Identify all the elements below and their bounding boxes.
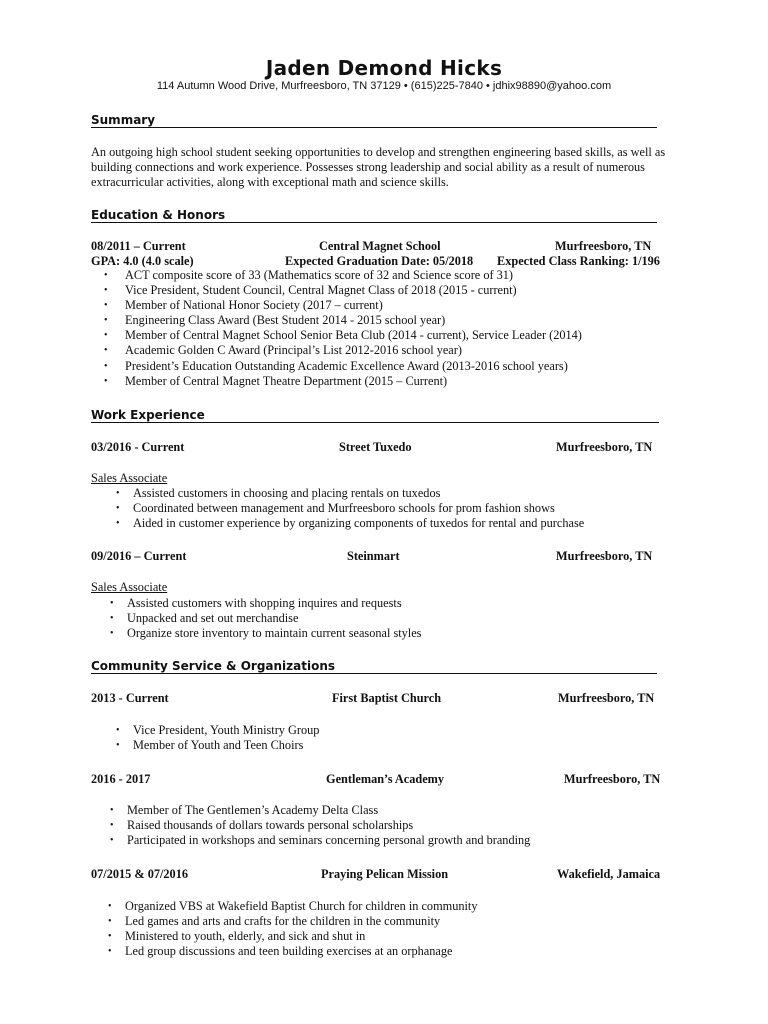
education-details-row xyxy=(91,254,681,269)
community-org: First Baptist Church xyxy=(332,691,442,705)
job-location: Murfreesboro, TN xyxy=(556,549,653,563)
list-item: • Academic Golden C Award (Principal’s List 2012-2016 school year) xyxy=(95,343,582,358)
list-item: • Member of National Honor Society (2017 – current) xyxy=(95,298,582,313)
list-item: • Member of Central Magnet School Senior Beta Club (2014 - current), Service Leader (2014) xyxy=(95,328,582,343)
job-row xyxy=(91,440,666,455)
community-bullets xyxy=(99,803,530,848)
community-dates: 07/2015 & 07/2016 xyxy=(91,867,189,881)
job-dates: 03/2016 - Current xyxy=(91,440,185,454)
community-location: Murfreesboro, TN xyxy=(564,772,661,786)
education-graduation: Expected Graduation Date: 05/2018 xyxy=(285,254,474,268)
community-org: Gentleman’s Academy xyxy=(326,772,445,786)
education-row xyxy=(91,239,666,254)
community-row xyxy=(91,691,666,706)
community-location: Wakefield, Jamaica xyxy=(557,867,661,881)
list-item: • Coordinated between management and Murfreesboro schools for prom fashion shows xyxy=(105,501,584,516)
resume-name: Jaden Demond Hicks xyxy=(265,56,503,80)
list-item: • Vice President, Youth Ministry Group xyxy=(105,723,319,738)
education-ranking: Expected Class Ranking: 1/196 xyxy=(497,254,660,268)
community-row xyxy=(91,867,681,882)
job-row xyxy=(91,549,666,564)
community-org: Praying Pelican Mission xyxy=(321,867,449,881)
list-item: • President’s Education Outstanding Academic Excellence Award (2013-2016 school years) xyxy=(95,359,582,374)
list-item: • Participated in workshops and seminars concerning personal growth and branding xyxy=(99,833,530,848)
job-employer: Steinmart xyxy=(347,549,400,563)
list-item: • Organized VBS at Wakefield Baptist Church for children in community xyxy=(97,899,477,914)
education-location: Murfreesboro, TN xyxy=(555,239,652,253)
list-item: • Assisted customers in choosing and placing rentals on tuxedos xyxy=(105,486,584,501)
list-item: • ACT composite score of 33 (Mathematics score of 32 and Science score of 31) xyxy=(95,268,582,283)
education-dates: 08/2011 – Current xyxy=(91,239,186,253)
section-heading-community xyxy=(91,659,657,674)
summary-line: An outgoing high school student seeking opportunities to develop and strengthen engineering based skills, as well as xyxy=(91,145,666,159)
section-heading-label: Community Service & Organizations xyxy=(91,659,336,673)
community-row xyxy=(91,772,666,787)
list-item: • Engineering Class Award (Best Student 2014 - 2015 school year) xyxy=(95,313,582,328)
job-bullets xyxy=(99,596,421,641)
section-heading-summary xyxy=(91,113,657,128)
list-item: • Ministered to youth, elderly, and sick and shut in xyxy=(97,929,477,944)
list-item: • Raised thousands of dollars towards personal scholarships xyxy=(99,818,530,833)
education-gpa: GPA: 4.0 (4.0 scale) xyxy=(91,254,194,268)
job-dates: 09/2016 – Current xyxy=(91,549,187,563)
education-bullets xyxy=(95,268,582,389)
section-heading-label: Work Experience xyxy=(91,408,205,422)
list-item: • Member of The Gentlemen’s Academy Delta Class xyxy=(99,803,530,818)
list-item: • Led group discussions and teen building exercises at an orphanage xyxy=(97,944,477,959)
list-item: • Led games and arts and crafts for the children in the community xyxy=(97,914,477,929)
community-location: Murfreesboro, TN xyxy=(558,691,655,705)
summary-line: extracurricular activities, along with exceptional math and science skills. xyxy=(91,175,449,189)
community-dates: 2016 - 2017 xyxy=(91,772,151,786)
community-dates: 2013 - Current xyxy=(91,691,169,705)
community-bullets xyxy=(105,723,319,753)
summary-line: building connections and work experience. Possesses strong leadership and social ability as a result of numerous xyxy=(91,160,645,174)
job-role: Sales Associate xyxy=(91,580,168,594)
section-heading-label: Summary xyxy=(91,113,156,127)
section-heading-education xyxy=(91,208,657,223)
summary-paragraph xyxy=(91,145,683,190)
section-heading-label: Education & Honors xyxy=(91,208,226,222)
job-employer: Street Tuxedo xyxy=(339,440,412,454)
list-item: • Member of Youth and Teen Choirs xyxy=(105,738,319,753)
job-role: Sales Associate xyxy=(91,471,168,485)
list-item: • Organize store inventory to maintain current seasonal styles xyxy=(99,626,421,641)
job-bullets xyxy=(105,486,584,531)
list-item: • Aided in customer experience by organizing components of tuxedos for rental and purchase xyxy=(105,516,584,531)
list-item: • Assisted customers with shopping inquires and requests xyxy=(99,596,421,611)
list-item: • Unpacked and set out merchandise xyxy=(99,611,421,626)
list-item: • Member of Central Magnet Theatre Department (2015 – Current) xyxy=(95,374,582,389)
list-item: • Vice President, Student Council, Central Magnet Class of 2018 (2015 - current) xyxy=(95,283,582,298)
education-school: Central Magnet School xyxy=(319,239,441,253)
contact-line: 114 Autumn Wood Drive, Murfreesboro, TN 37129 • (615)225-7840 • jdhix98890@yahoo.com xyxy=(156,80,612,92)
community-bullets xyxy=(97,899,477,959)
job-location: Murfreesboro, TN xyxy=(556,440,653,454)
section-heading-work xyxy=(91,408,659,423)
